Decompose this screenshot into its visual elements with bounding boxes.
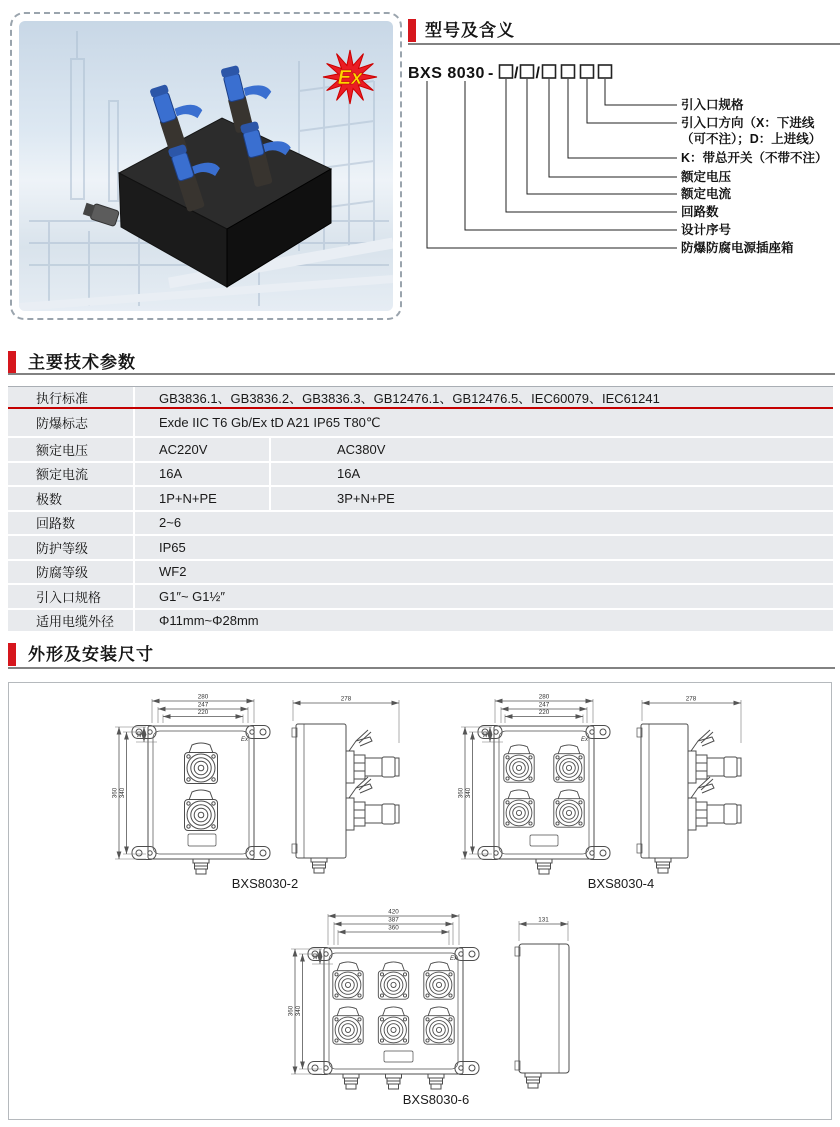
model-dash: - bbox=[488, 65, 494, 82]
legend-circuit-count: 回路数 bbox=[681, 205, 719, 219]
drawing-bxs8030-6-front bbox=[288, 909, 480, 1090]
drawing-bxs8030-2-front bbox=[112, 694, 271, 875]
legend-product-name: 防爆防腐电源插座箱 bbox=[681, 241, 794, 255]
legend-rated-current: 额定电流 bbox=[681, 187, 732, 201]
param-value-1: AC220V bbox=[135, 438, 271, 461]
table-row-ip-rating bbox=[8, 536, 833, 561]
dims-section-title: 外形及安装尺寸 bbox=[28, 645, 154, 664]
table-row-cable-diameter bbox=[8, 610, 833, 631]
dim-offset: 10 bbox=[137, 731, 143, 738]
model-section-underline bbox=[408, 43, 840, 45]
dim-height-outer: 360 bbox=[111, 787, 119, 799]
dim-height-outer: 360 bbox=[287, 1005, 295, 1017]
ex-logo-text: Ex bbox=[337, 67, 363, 89]
dim-width-inner: 220 bbox=[197, 709, 209, 716]
gland-symbol bbox=[525, 1073, 541, 1088]
param-value-1: 1P+N+PE bbox=[135, 487, 271, 510]
side-socket-symbol bbox=[346, 777, 399, 830]
model-label-bxs8030-6: BXS8030-6 bbox=[402, 1092, 470, 1107]
param-label: 适用电缆外径 bbox=[8, 610, 135, 631]
legend-connector-lines bbox=[427, 79, 677, 248]
gland-symbol bbox=[343, 1074, 359, 1089]
model-box-3 bbox=[543, 65, 556, 78]
param-value-2: 16A bbox=[337, 466, 361, 482]
param-label: 极数 bbox=[8, 487, 135, 510]
dim-height-inner: 340 bbox=[295, 1005, 302, 1017]
side-socket-symbol bbox=[688, 730, 741, 783]
socket-symbol bbox=[554, 745, 584, 782]
param-label: 额定电压 bbox=[8, 438, 135, 461]
gland-symbol bbox=[655, 858, 671, 873]
socket-symbol bbox=[424, 962, 454, 999]
socket-symbol bbox=[378, 962, 408, 999]
dim-width-mid: 247 bbox=[538, 701, 550, 709]
param-label: 回路数 bbox=[8, 512, 135, 535]
dimension-drawings bbox=[9, 683, 831, 1119]
dim-width-mid: 247 bbox=[197, 701, 209, 709]
socket-box-product bbox=[82, 59, 331, 287]
param-label: 防爆标志 bbox=[8, 409, 135, 436]
drawing-bxs8030-4-side bbox=[637, 696, 741, 874]
product-photo bbox=[19, 21, 393, 311]
table-row-corrosion-rating bbox=[8, 561, 833, 586]
table-row-rated-current bbox=[8, 463, 833, 488]
dimension-drawings-panel bbox=[8, 682, 832, 1120]
params-section-title: 主要技术参数 bbox=[28, 353, 136, 372]
model-label-bxs8030-2: BXS8030-2 bbox=[231, 876, 299, 891]
dim-depth: 131 bbox=[538, 916, 549, 924]
socket-symbol bbox=[504, 745, 534, 782]
model-box-1 bbox=[500, 65, 513, 78]
dim-depth: 278 bbox=[685, 695, 697, 703]
param-value: Φ11mm~Φ28mm bbox=[159, 612, 259, 628]
model-box-2 bbox=[521, 65, 534, 78]
param-value: GB3836.1、GB3836.2、GB3836.3、GB12476.1、GB12476.5、IEC60079、IEC61241 bbox=[159, 390, 660, 406]
gland-symbol bbox=[428, 1074, 444, 1089]
ex-mark: Ex bbox=[581, 737, 589, 743]
drawing-bxs8030-4-front bbox=[458, 694, 611, 875]
model-box-6 bbox=[599, 65, 612, 78]
socket-symbol bbox=[504, 790, 534, 827]
dim-height-outer: 360 bbox=[457, 787, 465, 799]
legend-inlet-spec: 引入口规格 bbox=[681, 98, 744, 112]
param-value: G1″~ G1½″ bbox=[159, 588, 225, 604]
socket-symbol bbox=[378, 1007, 408, 1044]
param-value: WF2 bbox=[159, 564, 187, 580]
legend-main-switch: K：带总开关（不带不注） bbox=[681, 151, 828, 165]
dim-height-inner: 340 bbox=[119, 787, 126, 799]
technical-parameters-table bbox=[8, 386, 833, 631]
ex-mark: Ex bbox=[450, 956, 458, 962]
dim-offset: 10 bbox=[313, 953, 319, 960]
dims-section-underline bbox=[8, 667, 835, 669]
dim-width-inner: 360 bbox=[388, 924, 399, 932]
model-slash-1: / bbox=[514, 65, 519, 82]
param-value: 2~6 bbox=[159, 515, 182, 531]
param-value: Exde IIC T6 Gb/Ex tD A21 IP65 T80℃ bbox=[159, 414, 381, 430]
drawing-bxs8030-2-side bbox=[292, 696, 399, 874]
param-value-2: AC380V bbox=[337, 441, 386, 457]
dim-depth: 278 bbox=[340, 695, 352, 703]
table-row-circuits bbox=[8, 512, 833, 537]
ex-logo-icon bbox=[323, 50, 377, 104]
table-row-inlet-spec bbox=[8, 585, 833, 610]
side-socket-symbol bbox=[688, 777, 741, 830]
product-photo-frame bbox=[10, 12, 402, 320]
model-section-title: 型号及含义 bbox=[425, 21, 515, 40]
model-label-bxs8030-4: BXS8030-4 bbox=[587, 876, 655, 891]
table-row-standards bbox=[8, 387, 833, 409]
table-row-poles bbox=[8, 487, 833, 512]
socket-symbol bbox=[554, 790, 584, 827]
model-slash-2: / bbox=[535, 65, 541, 82]
dim-width-mid: 387 bbox=[388, 916, 399, 924]
legend-design-serial: 设计序号 bbox=[681, 223, 732, 237]
cable-gland bbox=[82, 201, 119, 227]
legend-inlet-direction-line2: （可不注）；D：上进线） bbox=[681, 132, 822, 146]
dim-width-outer: 280 bbox=[197, 693, 209, 701]
dims-section-accent-bar bbox=[8, 643, 16, 666]
params-section-underline bbox=[8, 373, 835, 375]
param-label: 额定电流 bbox=[8, 463, 135, 486]
ex-mark: Ex bbox=[241, 737, 249, 743]
gland-symbol bbox=[311, 858, 327, 873]
param-value: IP65 bbox=[159, 539, 186, 555]
dim-width-inner: 220 bbox=[538, 709, 550, 716]
param-label: 防护等级 bbox=[8, 536, 135, 559]
socket-symbol bbox=[424, 1007, 454, 1044]
model-section-accent-bar bbox=[408, 19, 416, 42]
param-value-1: 16A bbox=[135, 463, 271, 486]
gland-symbol bbox=[536, 859, 552, 874]
drawing-bxs8030-6-side bbox=[515, 917, 569, 1089]
model-box-4 bbox=[562, 65, 575, 78]
legend-rated-voltage: 额定电压 bbox=[681, 170, 732, 184]
table-row-rated-voltage bbox=[8, 438, 833, 463]
table-row-ex-marking bbox=[8, 409, 833, 438]
product-photo-illustration bbox=[19, 21, 393, 311]
dim-width-outer: 280 bbox=[538, 693, 550, 701]
dim-width-outer: 420 bbox=[388, 908, 399, 916]
socket-symbol bbox=[333, 962, 363, 999]
gland-symbol bbox=[193, 859, 209, 874]
param-label: 防腐等级 bbox=[8, 561, 135, 584]
socket-symbol bbox=[333, 1007, 363, 1044]
gland-symbol bbox=[386, 1074, 402, 1089]
legend-inlet-direction-line1: 引入口方向（X：下进线 bbox=[681, 116, 815, 130]
param-label: 引入口规格 bbox=[8, 585, 135, 608]
params-section-accent-bar bbox=[8, 351, 16, 374]
dim-offset: 10 bbox=[483, 731, 489, 738]
model-box-5 bbox=[581, 65, 594, 78]
dim-height-inner: 340 bbox=[465, 787, 472, 799]
socket-symbol bbox=[185, 790, 218, 831]
side-socket-symbol bbox=[346, 730, 399, 783]
param-value-2: 3P+N+PE bbox=[337, 490, 395, 506]
socket-symbol bbox=[185, 743, 218, 784]
model-prefix: BXS 8030 bbox=[408, 65, 485, 82]
model-number-diagram bbox=[400, 48, 840, 263]
param-label: 执行标准 bbox=[8, 387, 135, 407]
